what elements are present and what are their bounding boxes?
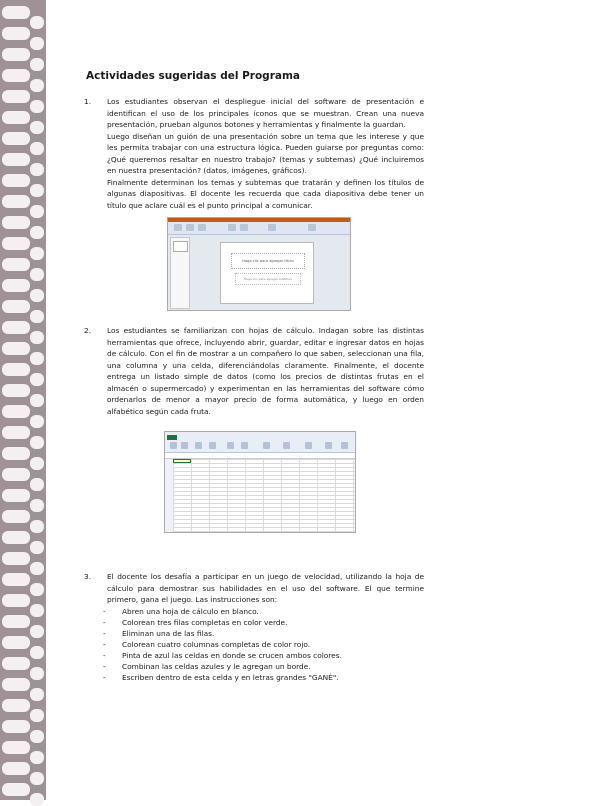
binding-hole	[30, 457, 44, 470]
binding-hole	[2, 279, 30, 292]
activity-number: 3.	[84, 572, 92, 581]
slide-canvas	[220, 242, 314, 304]
bullet: -	[103, 650, 106, 660]
binding-hole	[30, 37, 44, 50]
binding-hole	[2, 573, 30, 586]
cell-grid	[173, 459, 355, 532]
activity-2	[84, 325, 424, 571]
document-page	[84, 70, 424, 683]
binding-hole	[2, 531, 30, 544]
binding-hole	[30, 646, 44, 659]
binding-hole	[2, 678, 30, 691]
tool-icon	[308, 224, 316, 231]
binding-hole	[30, 121, 44, 134]
bullet: -	[103, 661, 106, 671]
binding-hole	[30, 100, 44, 113]
binding-hole	[2, 363, 30, 376]
tool-icon	[227, 442, 234, 449]
list-item: - Escriben dentro de esta celda y en letras grandes "GANÉ".	[103, 672, 339, 682]
binding-hole	[2, 111, 30, 124]
tool-icon	[186, 224, 194, 231]
slide-thumbnail	[173, 241, 188, 252]
activity-number: 1.	[84, 97, 92, 106]
binding-hole	[30, 184, 44, 197]
bullet: -	[103, 639, 106, 649]
binding-hole	[30, 709, 44, 722]
binding-hole	[2, 321, 30, 334]
binding-hole	[30, 142, 44, 155]
binding-hole	[30, 163, 44, 176]
binding-hole	[2, 195, 30, 208]
tool-icon	[305, 442, 312, 449]
binding-hole	[30, 310, 44, 323]
binding-hole	[2, 216, 30, 229]
binding-hole	[2, 741, 30, 754]
binding-hole	[2, 237, 30, 250]
binding-hole	[30, 562, 44, 575]
instruction-steps	[84, 606, 424, 683]
slide-thumbnails	[170, 237, 190, 309]
activity-3	[84, 571, 424, 606]
binding-hole	[2, 300, 30, 313]
binding-hole	[30, 667, 44, 680]
bullet: -	[103, 606, 106, 616]
binding-hole	[30, 499, 44, 512]
list-item: - Colorean cuatro columnas completas de color rojo.	[103, 639, 311, 649]
binding-hole	[30, 268, 44, 281]
activities-list	[84, 96, 424, 606]
binding-hole	[30, 604, 44, 617]
activity-paragraph: Los estudiantes observan el despliegue inicial del software de presentación e identifican el uso de los principales íconos que se muestran. Crean una nueva presentación, prueban algunos botones y herramientas y finalmente la guardan.	[107, 97, 424, 129]
binding-hole	[2, 48, 30, 61]
activity-paragraph: Finalmente determinan los temas y subtemas que tratarán y definen los títulos de algunas diapositivas. El docente les recuerda que cada diapositiva debe tener un título que aclare cuál es el punto principal a comunicar.	[107, 177, 424, 210]
tool-icon	[241, 442, 248, 449]
binding-hole	[30, 352, 44, 365]
binding-hole	[2, 405, 30, 418]
binding-hole	[2, 342, 30, 355]
binding-hole	[2, 384, 30, 397]
list-item: - Pinta de azul las celdas en donde se crucen ambos colores.	[103, 650, 342, 660]
activity-paragraph: El docente los desafía a participar en un juego de velocidad, utilizando la hoja de cálculo para demostrar sus habilidades en el uso del software. El que termine primero, gana el juego. Las instrucciones son:	[107, 572, 424, 604]
binding-hole	[30, 331, 44, 344]
binding-hole	[2, 468, 30, 481]
binding-hole	[2, 258, 30, 271]
spiral-binding	[0, 0, 46, 800]
binding-hole	[2, 699, 30, 712]
selected-cell	[173, 459, 191, 463]
binding-hole	[2, 552, 30, 565]
activity-paragraph: Los estudiantes se familiarizan con hojas de cálculo. Indagan sobre las distintas herramientas que ofrece, incluyendo abrir, guardar, editar e ingresar datos en hojas de cálculo. Con el fin de mostrar a un compañero lo que saben, seleccionan una fila, una columna y una celda, diferenciándolas claramente. Finalmente, el docente entrega un listado simple de datos (como los precios de distintas frutas en el almacén o supermercado) y experimentan en las herramientas del software cómo ordenarlos de menor a mayor precio de forma automática, y luego en orden alfabético según cada fruta.	[107, 326, 424, 416]
binding-hole	[2, 783, 30, 796]
binding-hole	[2, 636, 30, 649]
binding-hole	[30, 226, 44, 239]
list-item: - Eliminan una de las filas.	[103, 628, 215, 638]
binding-hole	[30, 436, 44, 449]
binding-hole	[30, 751, 44, 764]
binding-hole	[2, 174, 30, 187]
tool-icon	[181, 442, 188, 449]
binding-hole	[30, 205, 44, 218]
tool-icon	[268, 224, 276, 231]
binding-hole	[30, 541, 44, 554]
binding-hole	[2, 90, 30, 103]
binding-hole	[30, 478, 44, 491]
binding-hole	[2, 6, 30, 19]
presentation-screenshot	[167, 217, 351, 311]
activity-1	[84, 96, 424, 325]
binding-hole	[2, 153, 30, 166]
title-bar	[168, 218, 350, 222]
tool-icon	[240, 224, 248, 231]
list-item: - Colorean tres filas completas en color verde.	[103, 617, 288, 627]
binding-hole	[2, 510, 30, 523]
tool-icon	[325, 442, 332, 449]
binding-hole	[30, 373, 44, 386]
binding-hole	[2, 426, 30, 439]
slide-title-placeholder: Haga clic para agregar título	[231, 253, 305, 269]
binding-hole	[30, 16, 44, 29]
binding-hole	[30, 79, 44, 92]
binding-hole	[30, 688, 44, 701]
bullet: -	[103, 672, 106, 682]
tool-icon	[209, 442, 216, 449]
binding-hole	[30, 520, 44, 533]
tool-icon	[170, 442, 177, 449]
binding-hole	[30, 394, 44, 407]
binding-hole	[2, 720, 30, 733]
tool-icon	[195, 442, 202, 449]
binding-hole	[30, 772, 44, 785]
binding-hole	[30, 730, 44, 743]
binding-hole	[2, 489, 30, 502]
binding-hole	[30, 583, 44, 596]
binding-hole	[2, 594, 30, 607]
list-item: - Combinan las celdas azules y le agregan un borde.	[103, 661, 311, 671]
binding-hole	[2, 657, 30, 670]
tool-icon	[228, 224, 236, 231]
binding-hole	[30, 415, 44, 428]
binding-hole	[30, 625, 44, 638]
bullet: -	[103, 628, 106, 638]
binding-hole	[2, 615, 30, 628]
bullet: -	[103, 617, 106, 627]
slide-subtitle-placeholder: Haga clic para agregar subtítulo	[235, 273, 301, 285]
activity-paragraph: Luego diseñan un guión de una presentación sobre un tema que les interese y que les permita trabajar con una estructura lógica. Pueden guiarse por preguntas como: ¿Qué queremos resaltar en nuestro trabajo? (temas y subtemas) ¿Qué incluiremos en nuestra presentación? (datos, imágenes, gráficos).	[107, 131, 424, 175]
binding-hole	[30, 58, 44, 71]
activity-number: 2.	[84, 326, 92, 335]
tool-icon	[198, 224, 206, 231]
tool-icon	[283, 442, 290, 449]
tool-icon	[174, 224, 182, 231]
binding-hole	[2, 762, 30, 775]
section-heading: Actividades sugeridas del Programa	[86, 70, 300, 82]
spreadsheet-screenshot	[164, 431, 356, 533]
binding-hole	[2, 132, 30, 145]
binding-hole	[2, 69, 30, 82]
tool-icon	[263, 442, 270, 449]
tool-icon	[341, 442, 348, 449]
binding-hole	[30, 247, 44, 260]
file-tab	[167, 435, 177, 440]
binding-hole	[30, 289, 44, 302]
binding-hole	[2, 27, 30, 40]
binding-hole	[2, 447, 30, 460]
list-item: - Abren una hoja de cálculo en blanco.	[103, 606, 259, 616]
